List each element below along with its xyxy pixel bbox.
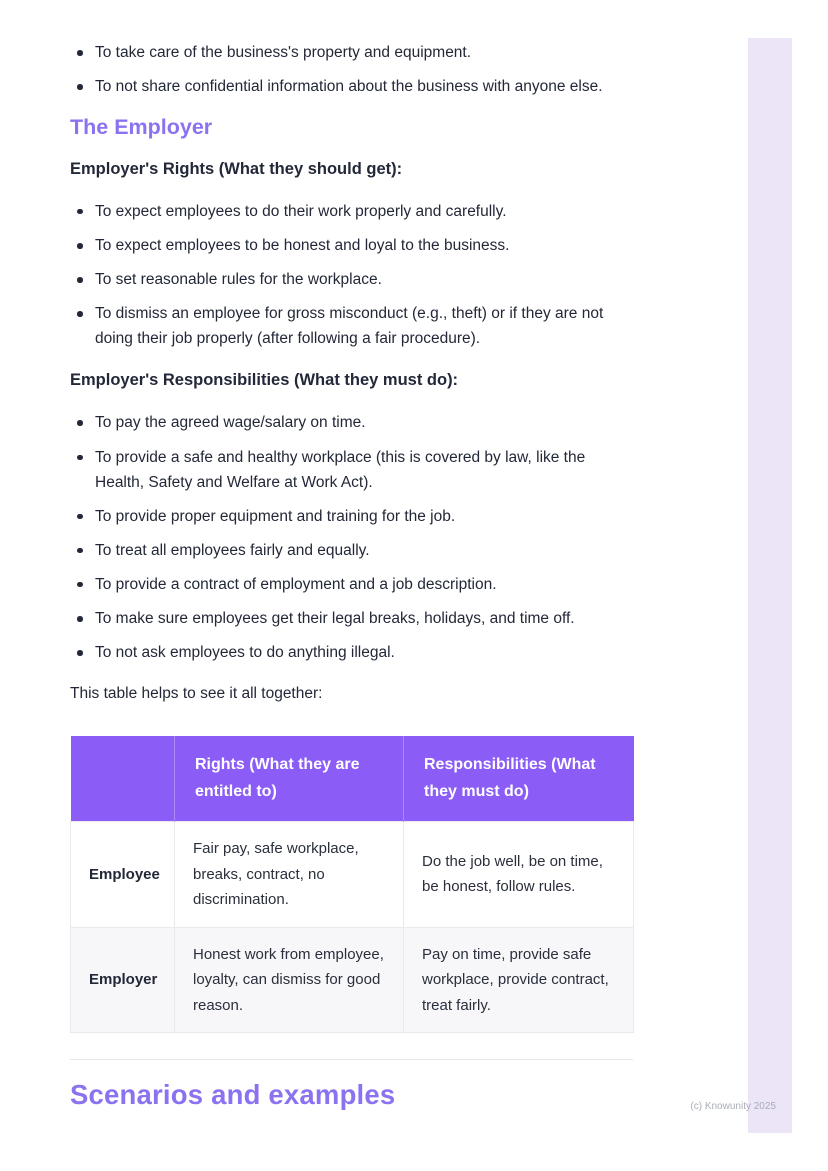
section-divider [70,1059,633,1060]
table-cell: Do the job well, be on time, be honest, follow rules. [404,822,634,928]
list-item: To take care of the business's property and equipment. [70,40,636,65]
table-cell: Fair pay, safe workplace, breaks, contract, no discrimination. [175,822,404,928]
table-header-rights: Rights (What they are entitled to) [175,736,404,821]
row-label-employee: Employee [71,822,175,928]
section-heading-employer: The Employer [70,115,213,140]
table-row [71,822,634,928]
table-cell: Honest work from employee, loyalty, can dismiss for good reason. [175,927,404,1033]
list-item: To pay the agreed wage/salary on time. [70,410,636,435]
rights-bullet-list [70,199,636,352]
list-item: To set reasonable rules for the workplace. [70,267,636,292]
list-item: To provide proper equipment and training for the job. [70,504,636,529]
intro-bullet-list [70,40,636,99]
rights-subheading: Employer's Rights (What they should get): [70,159,403,178]
list-item: To not share confidential information about the business with anyone else. [70,74,636,99]
list-item: To make sure employees get their legal breaks, holidays, and time off. [70,606,636,631]
list-item: To not ask employees to do anything illegal. [70,640,636,665]
list-item: To provide a safe and healthy workplace (this is covered by law, like the Health, Safety and Welfare at Work Act). [70,445,636,495]
document-content [70,0,636,1111]
responsibilities-bullet-list [70,410,636,665]
table-row [71,927,634,1033]
responsibilities-subheading: Employer's Responsibilities (What they must do): [70,371,459,390]
section-heading-scenarios: Scenarios and examples [70,1079,396,1111]
table-intro-text: This table helps to see it all together: [70,685,323,703]
table-cell: Pay on time, provide safe workplace, provide contract, treat fairly. [404,927,634,1033]
table-header-responsibilities: Responsibilities (What they must do) [404,736,634,821]
rights-responsibilities-table [70,736,634,1033]
watermark: (c) Knowunity 2025 [690,1101,776,1112]
row-label-employer: Employer [71,927,175,1033]
table-header-empty [71,736,175,821]
scrollbar-track[interactable] [748,38,792,1133]
list-item: To provide a contract of employment and a job description. [70,572,636,597]
list-item: To dismiss an employee for gross misconduct (e.g., theft) or if they are not doing their job properly (after following a fair procedure). [70,301,636,351]
list-item: To expect employees to do their work properly and carefully. [70,199,636,224]
table-header-row [71,736,634,821]
list-item: To expect employees to be honest and loyal to the business. [70,233,636,258]
list-item: To treat all employees fairly and equally. [70,538,636,563]
